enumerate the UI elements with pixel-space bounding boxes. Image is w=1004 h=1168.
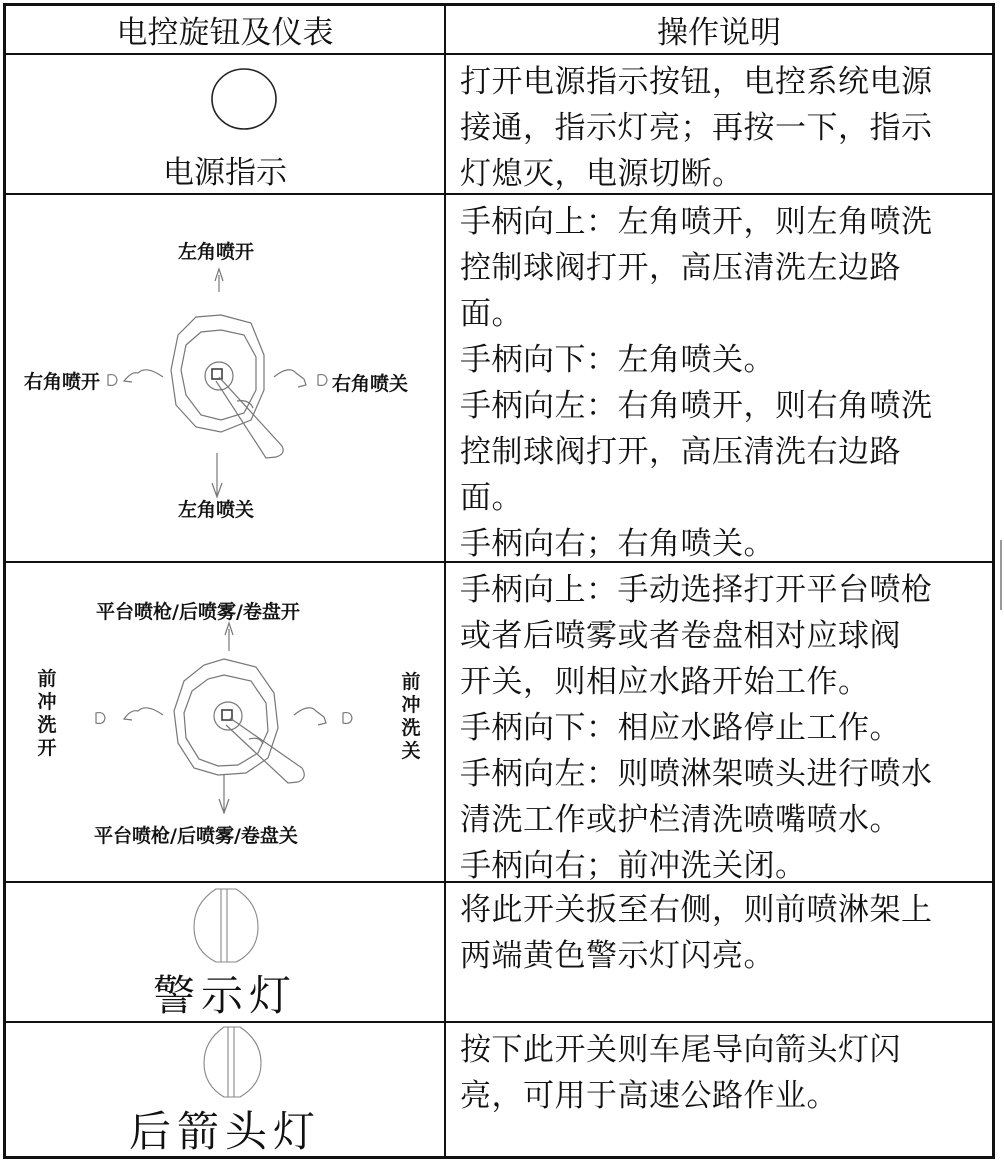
description-line: 亮，可用于高速公路作业。 [460, 1078, 838, 1114]
description-line: 手柄向左：则喷淋架喷头进行喷水 [460, 756, 933, 792]
description-line: 接通，指示灯亮；再按一下，指示 [460, 110, 933, 146]
table-row-rear-arrow-light [6, 1021, 992, 1156]
control-cell [6, 563, 446, 881]
table-row-corner-spray [6, 193, 992, 561]
description-line: 将此开关扳至右侧，则前喷淋架上 [460, 892, 933, 928]
description-cell [446, 563, 992, 884]
control-cell [6, 1023, 446, 1156]
description-line: 面。 [460, 480, 523, 516]
edge-mark-divider [1000, 540, 1002, 610]
description-line: 手柄向左：右角喷开，则右角喷洗 [460, 388, 933, 424]
description-line: 面。 [460, 296, 523, 332]
header-description: 操作说明 [657, 15, 781, 51]
description-line: 手柄向右；前冲洗关闭。 [460, 848, 807, 884]
description-line: 两端黄色警示灯闪亮。 [460, 938, 775, 974]
direction-label-left: 右角喷开 [24, 371, 101, 393]
description-line: 手柄向下：左角喷关。 [460, 342, 775, 378]
description-line: 清洗工作或护栏清洗喷嘴喷水。 [460, 802, 901, 838]
description-line: 手柄向右；右角喷关。 [460, 526, 775, 562]
header-control: 电控旋钮及仪表 [6, 6, 446, 53]
direction-label-right: 右角喷关 [332, 373, 409, 395]
description-line: 控制球阀打开，高压清洗右边路 [460, 434, 901, 470]
description-cell [446, 1023, 992, 1156]
control-label: 电源指示 [163, 155, 287, 191]
table-header-row [6, 6, 992, 53]
description-line: 灯熄灭，电源切断。 [460, 156, 744, 192]
direction-label-left: 前冲洗开 [37, 668, 57, 759]
description-line: 手柄向上：手动选择打开平台喷枪 [460, 572, 933, 608]
description-line: 打开电源指示按钮，电控系统电源 [460, 64, 933, 100]
controls-table [3, 3, 995, 1159]
control-label: 警示灯 [152, 971, 297, 1020]
direction-label-up: 平台喷枪/后喷雾/卷盘开 [96, 601, 300, 623]
control-label: 后箭头灯 [128, 1107, 321, 1156]
description-cell [446, 55, 992, 193]
direction-label-right: 前冲洗关 [401, 671, 421, 762]
direction-label-up: 左角喷开 [178, 241, 255, 263]
control-cell [6, 883, 446, 1021]
table-row-platform-gun [6, 561, 992, 884]
description-cell [446, 883, 992, 1021]
table-row-power [6, 53, 992, 193]
table-row-warning-light [6, 881, 992, 1021]
description-line: 按下此开关则车尾导向箭头灯闪 [460, 1032, 901, 1068]
description-cell [446, 195, 992, 561]
control-cell [6, 55, 446, 193]
direction-label-down: 左角喷关 [178, 499, 255, 521]
description-line: 手柄向下：相应水路停止工作。 [460, 710, 901, 746]
direction-label-down: 平台喷枪/后喷雾/卷盘关 [94, 825, 298, 847]
description-line: 控制球阀打开，高压清洗左边路 [460, 250, 901, 286]
control-cell [6, 195, 446, 561]
description-line: 手柄向上：左角喷开，则左角喷洗 [460, 204, 933, 240]
description-line: 或者后喷雾或者卷盘相对应球阀 [460, 618, 901, 654]
description-line: 开关，则相应水路开始工作。 [460, 664, 870, 700]
